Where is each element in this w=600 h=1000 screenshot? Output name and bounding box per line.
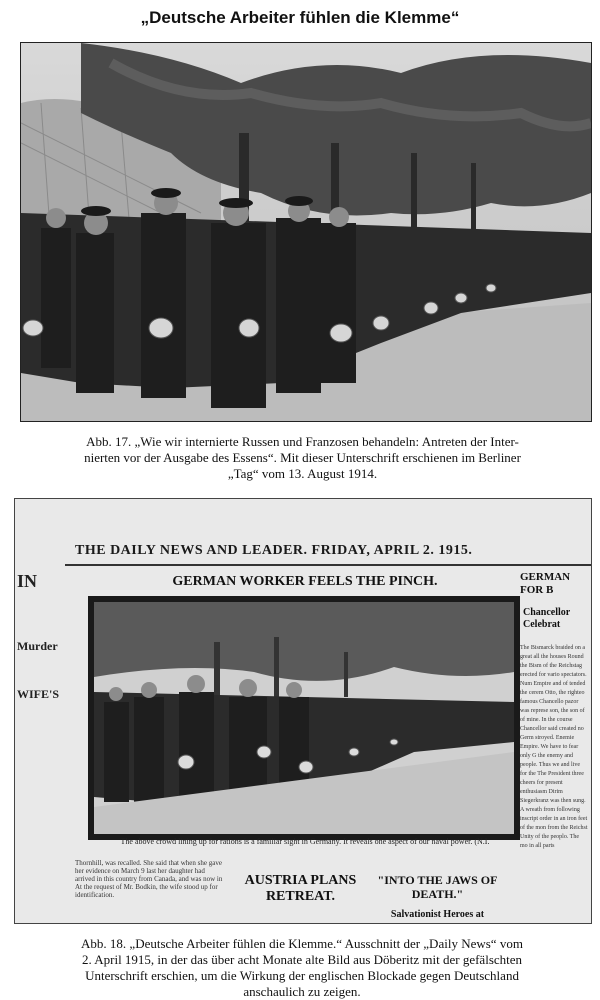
left-column-text: Thornhill, was recalled. She said that when she gave her evidence on March 9 last her daughter had arrived in this country from Canada, and was now in At the request of Mr. Bodkin, the wife stood up for identification. — [75, 859, 223, 899]
left-fragment: IN — [17, 571, 38, 591]
newspaper-photo — [88, 596, 520, 840]
caption-line: Abb. 18. „Deutsche Arbeiter fühlen die Klemme.“ Ausschnitt der „Daily News“ vom — [81, 936, 523, 951]
newspaper-photo-image — [94, 602, 514, 834]
right-column-headline: GERMAN FOR B — [520, 571, 571, 596]
caption-line: anschaulich zu zeigen. — [243, 984, 361, 999]
caption-line: „Tag“ vom 13. August 1914. — [227, 466, 378, 481]
masthead-rule — [65, 564, 591, 566]
caption-line: nierten vor der Ausgabe des Essens“. Mit dieser Unterschrift erschienen im Berliner — [84, 450, 521, 465]
right-column-text: The Bismarck braided on a great all the houses Round the Bism of the Reichstag erected for vario spectators. Num Empire and of tended the cerem Otto, the righteo famous Chancello pazor was represe son, the son of of mine. In the course Chancellor said created no Germ stroyed. Enemie Empire. We have to fear only G the enemy and people. Thus we and live for the The President three cheers for present enthusiasm Dirim Siegerkranz was then sung. A wreath from following inscript order in an iron feet of the mon from the Reichst Unity of the peoplo. The mo in all parts — [520, 645, 588, 849]
caption-line: Abb. 17. „Wie wir internierte Russen und Franzosen behandeln: Antreten der Inter- — [86, 434, 519, 449]
photo-caption-text: The above crowd lining up for rations is a familiar sight in Germany. It reveals one aspect of our naval power. — [120, 837, 473, 846]
sub-headline-jaws: "INTO THE JAWS OF DEATH." — [377, 873, 498, 901]
left-fragment: WIFE'S — [17, 687, 60, 701]
photo-internees-queue-image — [21, 43, 591, 421]
newspaper-headline: GERMAN WORKER FEELS THE PINCH. — [172, 574, 438, 589]
newspaper-clipping — [14, 498, 592, 924]
figure17-caption — [30, 434, 575, 482]
caption-line: Unterschrift erschien, um die Wirkung der englischen Blockade gegen Deutschland — [85, 968, 519, 983]
sub-headline-austria: AUSTRIA PLANS RETREAT. — [244, 873, 357, 904]
caption-line: 2. April 1915, in der das über acht Monate alte Bild aus Döberitz mit der gefälschten — [81, 952, 523, 967]
newspaper-masthead: THE DAILY NEWS AND LEADER. FRIDAY, APRIL 2. 1915. — [75, 543, 473, 558]
newspaper-photo-caption — [90, 836, 520, 848]
photo-caption-tag: (N.I. — [474, 837, 490, 846]
left-fragment: Murder — [17, 639, 58, 653]
photo-internees-queue — [20, 42, 592, 422]
page-title: „Deutsche Arbeiter fühlen die Klemme“ — [140, 8, 460, 27]
figure18-caption — [14, 936, 590, 1000]
right-column-subhead: Chancellor Celebrat — [523, 607, 571, 630]
sub-headline-salvationist: Salvationist Heroes at — [390, 909, 485, 920]
